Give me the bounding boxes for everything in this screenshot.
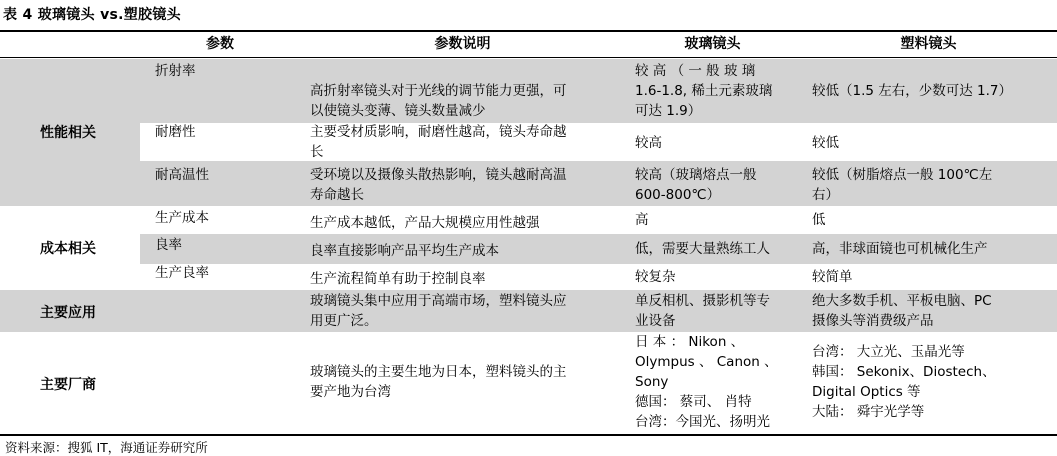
desc-refractive-1: 高折射率镜头对于光线的调节能力更强，可 <box>310 83 567 99</box>
glass-heat-2: 600-800℃） <box>635 187 721 203</box>
glass-manufacturers-2: Olympus 、 Canon 、 <box>635 354 778 370</box>
glass-heat-1: 较高（玻璃熔点一般 <box>635 167 757 183</box>
glass-application-2: 业设备 <box>635 313 676 329</box>
group-label-cost: 成本相关 <box>40 241 96 257</box>
glass-manufacturers-4: 德国： 蔡司、 肖特 <box>635 394 752 410</box>
glass-refractive-2: 1.6-1.8, 稀土元素玻璃 <box>635 83 773 99</box>
group-label-manufacturers: 主要厂商 <box>40 377 96 393</box>
param-yield: 良率 <box>155 237 182 253</box>
plastic-manufacturers-3: Digital Optics 等 <box>812 384 921 400</box>
desc-cost: 生产成本越低，产品大规模应用性越强 <box>310 215 540 231</box>
glass-manufacturers-5: 台湾：今国光、扬明光 <box>635 414 770 430</box>
table-title: 表 4 玻璃镜头 vs.塑胶镜头 <box>3 7 181 23</box>
plastic-cost: 低 <box>812 212 826 228</box>
plastic-wear: 较低 <box>812 135 839 151</box>
desc-manufacturers-1: 玻璃镜头的主要生地为日本，塑料镜头的主 <box>310 364 567 380</box>
group-manufacturers <box>0 332 1057 434</box>
desc-production-yield: 生产流程简单有助于控制良率 <box>310 271 486 287</box>
desc-yield: 良率直接影响产品平均生产成本 <box>310 243 499 259</box>
header-param: 参数 <box>206 36 234 52</box>
table-header <box>0 32 1057 58</box>
glass-production-yield: 较复杂 <box>635 269 676 285</box>
plastic-heat-1: 较低（树脂熔点一般 100℃左 <box>812 167 993 183</box>
param-refractive: 折射率 <box>155 63 196 79</box>
glass-manufacturers-1: 日 本 ： Nikon 、 <box>635 334 745 350</box>
param-cost: 生产成本 <box>155 210 209 226</box>
glass-wear: 较高 <box>635 135 662 151</box>
plastic-manufacturers-1: 台湾： 大立光、玉晶光等 <box>812 344 965 360</box>
desc-application-2: 用更广泛。 <box>310 313 378 329</box>
desc-heat-2: 寿命越长 <box>310 187 364 203</box>
param-wear: 耐磨性 <box>155 124 196 140</box>
source-note: 资料来源：搜狐 IT，海通证券研究所 <box>5 440 208 455</box>
header-desc: 参数说明 <box>434 36 491 52</box>
desc-manufacturers-2: 要产地为台湾 <box>310 384 391 400</box>
glass-application-1: 单反相机、摄影机等专 <box>635 293 770 309</box>
glass-refractive-3: 可达 1.9） <box>635 103 702 119</box>
row-wear-bg <box>140 123 1057 161</box>
glass-manufacturers-3: Sony <box>635 374 669 390</box>
plastic-application-2: 摄像头等消费级产品 <box>812 313 934 329</box>
plastic-refractive: 较低（1.5 左右，少数可达 1.7） <box>812 83 1013 99</box>
bottom-rule <box>0 434 1057 436</box>
desc-wear-2: 长 <box>310 144 324 160</box>
group-cost <box>0 206 1057 290</box>
glass-yield: 低，需要大量熟练工人 <box>635 241 770 257</box>
param-heat: 耐高温性 <box>155 167 209 183</box>
glass-refractive-1: 较 高 （ 一 般 玻 璃 <box>635 63 756 79</box>
desc-application-1: 玻璃镜头集中应用于高端市场，塑料镜头应 <box>310 293 567 309</box>
plastic-application-1: 绝大多数手机、平板电脑、PC <box>812 293 992 309</box>
param-production-yield: 生产良率 <box>155 265 209 281</box>
group-application <box>0 290 1057 332</box>
desc-refractive-2: 以使镜头变薄、镜头数量减少 <box>310 103 486 119</box>
group-label-application: 主要应用 <box>40 305 96 321</box>
group-label-performance: 性能相关 <box>40 125 96 141</box>
glass-cost: 高 <box>635 212 649 228</box>
desc-heat-1: 受环境以及摄像头散热影响，镜头越耐高温 <box>310 167 567 183</box>
plastic-heat-2: 右） <box>812 187 839 203</box>
header-plastic: 塑料镜头 <box>900 36 957 52</box>
header-glass: 玻璃镜头 <box>684 36 741 52</box>
desc-wear-1: 主要受材质影响，耐磨性越高，镜头寿命越 <box>310 124 567 140</box>
group-performance <box>0 59 1057 206</box>
plastic-manufacturers-4: 大陆： 舜宇光学等 <box>812 404 925 420</box>
plastic-manufacturers-2: 韩国： Sekonix、Diostech、 <box>812 364 996 380</box>
plastic-yield: 高，非球面镜也可机械化生产 <box>812 241 988 257</box>
plastic-production-yield: 较简单 <box>812 269 853 285</box>
